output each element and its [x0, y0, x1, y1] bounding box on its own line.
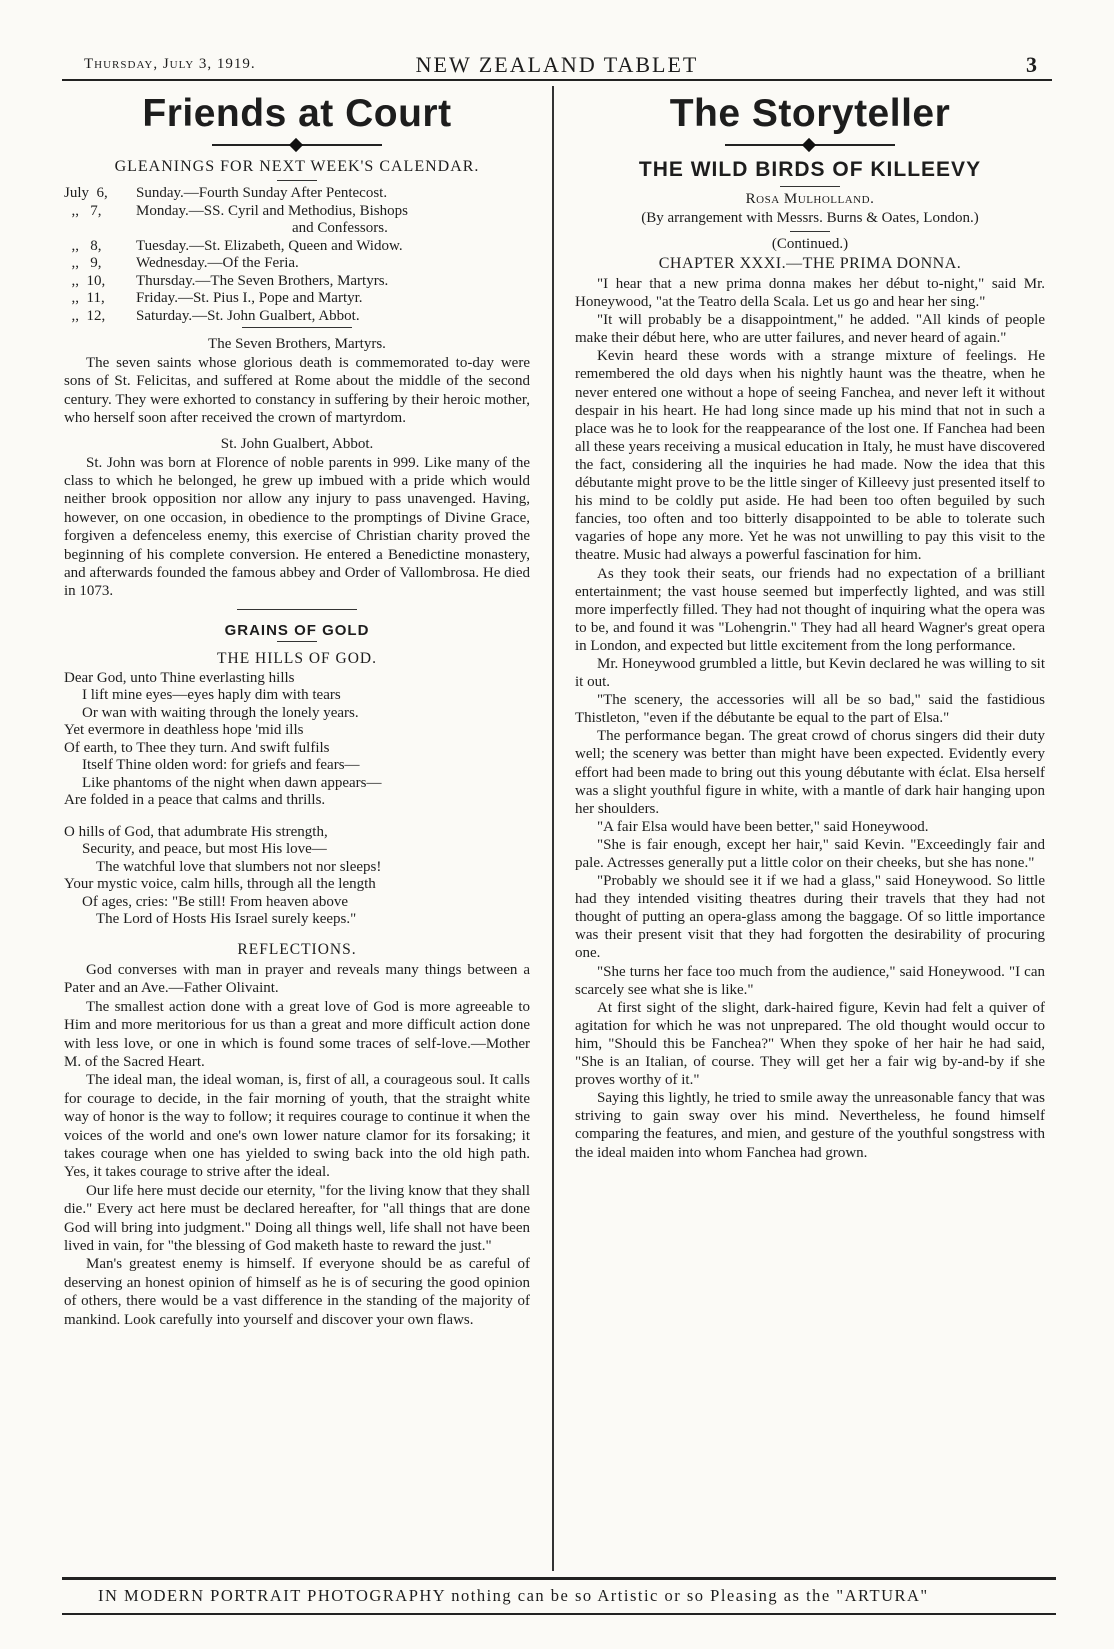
calendar-text: and Confessors.: [292, 220, 388, 236]
calendar-list: [64, 185, 530, 325]
story-author: Rosa Mulholland.: [745, 191, 875, 207]
calendar-title: GLEANINGS FOR NEXT WEEK'S CALENDAR.: [114, 158, 480, 175]
column-divider: [552, 86, 554, 1571]
story-paragraph: "She is fair enough, except her hair," said Kevin. "Exceedingly fair and pale. Actresses generally put a little color on their cheeks, but she has none.": [575, 836, 1045, 871]
poem-line: I lift mine eyes—eyes haply dim with tears: [82, 687, 341, 704]
calendar-date: ,, 8,: [64, 237, 102, 254]
footer-advertisement: [62, 1577, 1056, 1616]
story-paragraph: "Probably we should see it if we had a glass," said Honeywood. So little had they intended visiting theatres during their travels that they had not thought of putting an opera-glass among the baggage. Of so little importance was their present visit that they had forgotten the desirability of procuring one.: [575, 873, 1045, 962]
calendar-text: Sunday.—Fourth Sunday After Pentecost.: [136, 185, 388, 201]
poem-line: Like phantoms of the night when dawn appears—: [82, 774, 382, 791]
right-column: [575, 86, 1045, 1572]
calendar-entry: [64, 220, 530, 238]
calendar-text: Wednesday.—Of the Feria.: [136, 255, 299, 271]
poem-line: The watchful love that slumbers not nor sleeps!: [96, 858, 382, 875]
rule: [277, 641, 317, 642]
arrangement-note: (By arrangement with Messrs. Burns & Oates, London.): [641, 210, 979, 226]
poem-line: Security, and peace, but most His love—: [82, 841, 327, 858]
poem-line: The Lord of Hosts His Israel surely keeps.": [96, 911, 357, 928]
feast-title: The Seven Brothers, Martyrs.: [208, 336, 386, 352]
poem-line: Of earth, to Thee they turn. And swift fulfils: [64, 739, 330, 756]
calendar-text: Monday.—SS. Cyril and Methodius, Bishops: [136, 202, 408, 219]
reflection-paragraph: Our life here must decide our eternity, "for the living know that they shall die." Every act here must be declared hereafter, for "all things that are done God will bring into judgment." Doing all things well, life shall not have been lived in vain, for "the blessing of God maketh haste to reward the just.": [64, 1182, 530, 1254]
story-paragraph: "It will probably be a disappointment," he added. "All kinds of people make their début here, who are utter failures, and never heard of again.": [575, 312, 1045, 347]
page-number: 3: [1026, 52, 1038, 77]
footer-text: IN MODERN PORTRAIT PHOTOGRAPHY nothing can be so Artistic or so Pleasing as the "ARTURA": [98, 1586, 929, 1605]
calendar-date: ,, 10,: [64, 272, 106, 289]
continued-note: (Continued.): [771, 236, 849, 252]
reflection-paragraph: The ideal man, the ideal woman, is, first of all, a courageous soul. It calls for courage to decide, in the fair morning of youth, that the straight white way of honor is the way to follow; it requires courage to continue it when the voices of the world and one's own lower nature clamor for its forsaking; it takes courage when one has yielded to swing back into the old high path. Yes, it takes courage to strive after the ideal.: [64, 1072, 530, 1181]
poem-line: Dear God, unto Thine everlasting hills: [64, 669, 295, 686]
story-paragraph: Saying this lightly, he tried to smile away the unreasonable fancy that was striving to gain sway over his mind. Nevertheless, he found himself comparing the features, and mien, and gesture of the youthful songstress with the ideal maiden into whom Fanchea had grown.: [575, 1090, 1045, 1161]
ornament-divider: [725, 138, 895, 152]
poem-line: Itself Thine olden word: for griefs and fears—: [82, 757, 360, 774]
rule: [790, 231, 830, 232]
calendar-text: Tuesday.—St. Elizabeth, Queen and Widow.: [136, 237, 403, 254]
calendar-date: ,, 9,: [64, 255, 102, 271]
rule: [277, 180, 317, 181]
calendar-entry: [64, 273, 530, 291]
poem-line: Or wan with waiting through the lonely years.: [82, 704, 359, 721]
section-heading-storyteller: The Storyteller: [669, 92, 951, 135]
calendar-text: Thursday.—The Seven Brothers, Martyrs.: [136, 272, 389, 289]
calendar-date: July 6,: [64, 185, 108, 201]
poem-line: Yet evermore in deathless hope 'mid ills: [64, 722, 304, 739]
calendar-entry: [64, 308, 530, 326]
calendar-entry: [64, 255, 530, 273]
masthead-rule: [62, 79, 1052, 81]
ornament-divider: [212, 138, 382, 152]
story-paragraph: As they took their seats, our friends had no expectation of a brilliant entertainment; the vast house seemed but imperfectly lighted, and was still more imperfectly filled. They had not thought of inquiring what the opera was to be, and found it was "Lohengrin." They had all heard Wagner's great opera in London, and expected but little excitement from the long performance.: [575, 565, 1045, 654]
calendar-entry: [64, 185, 530, 203]
reflection-paragraph: Man's greatest enemy is himself. If everyone should be as careful of deserving an honest opinion of himself as he is of securing the good opinion of others, there would be a vast difference in the standing of the majority of mankind. Look carefully into yourself and discover your own flaws.: [64, 1256, 530, 1328]
poem-line: Your mystic voice, calm hills, through all the length: [64, 876, 376, 893]
calendar-entry: [64, 238, 530, 256]
story-paragraph: The performance began. The great crowd of chorus singers did their duty well; the scenery was better than might have been expected. Evidently every effort had been made to bring out this young débutante with éclat. Elsa herself was a slight youthful figure in white, with a mantle of dark hair hanging upon her shoulders.: [575, 728, 1045, 817]
section-heading-friends-at-court: Friends at Court: [142, 92, 452, 135]
story-paragraph: "She turns her face too much from the audience," said Honeywood. "I can scarcely see what she is like.": [575, 963, 1045, 998]
calendar-date: ,, 12,: [64, 307, 106, 324]
poem-line: Are folded in a peace that calms and thrills.: [64, 792, 326, 809]
rule: [237, 609, 357, 610]
story-paragraph: Mr. Honeywood grumbled a little, but Kevin declared he was willing to sit it out.: [575, 655, 1045, 691]
reflections-title: REFLECTIONS.: [237, 940, 357, 958]
story-paragraph: "I hear that a new prima donna makes her début to-night," said Mr. Honeywood, "at the Teatro della Scala. Let us go and hear her sing.": [575, 276, 1045, 311]
calendar-entry: [64, 203, 530, 221]
masthead: [62, 52, 1052, 78]
feast-title: St. John Gualbert, Abbot.: [220, 435, 374, 452]
story-paragraph: "The scenery, the accessories will all be so bad," said the fastidious Thistleton, "even if the débutante be equal to the part of Elsa.": [575, 692, 1045, 727]
left-column: [64, 86, 530, 1572]
poem-line: O hills of God, that adumbrate His strength,: [64, 823, 328, 840]
poem-line: Of ages, cries: "Be still! From heaven above: [82, 893, 349, 910]
poem: [64, 670, 530, 929]
footer-rule: [62, 1613, 1056, 1615]
chapter-title: CHAPTER XXXI.—THE PRIMA DONNA.: [658, 255, 962, 272]
grains-of-gold-title: GRAINS OF GOLD: [224, 621, 370, 639]
feast-text: St. John was born at Florence of noble parents in 999. Like many of the class to which he belonged, he grew up imbued with a pride which would neither brook opposition nor allow any injury to pass unavenged. Having, however, on one occasion, in obedience to the promptings of Divine Grace, forgiven a defenceless enemy, this exercise of Christian charity proved the beginning of his complete conversion. He entered a Benedictine monastery, and afterwards founded the famous abbey and Order of Vallombrosa. He died in 1073.: [64, 454, 530, 600]
stanza-break: [64, 810, 530, 824]
calendar-entry: [64, 290, 530, 308]
calendar-date: ,, 7,: [64, 202, 102, 219]
story-paragraph: Kevin heard these words with a strange mixture of feelings. He remembered the old days when his nightly haunt was the theatre, when he never entered one without a hope of seeing Fanchea, and never left it without despair in his heart. He had long since made up his mind that not in such a place was he to look for the reappearance of the lost one. If Fanchea had been all these years receiving a musical education in Italy, he must have discovered the fact, considering all the inquiries he had made. Now the idea that this débutante might prove to be the little singer of Killeevy just presented itself to his mind to be coldly put aside. He had been too often beguiled by such fancies, too often and too bitterly disappointed to be able to tolerate such vagaries of hope any more. Yet he was not unwilling to pay this visit to the theatre. Music had always a powerful fascination for him.: [575, 348, 1045, 564]
issue-date: Thursday, July 3, 1919.: [84, 56, 256, 72]
calendar-text: Friday.—St. Pius I., Pope and Martyr.: [136, 290, 363, 306]
story-paragraph: "A fair Elsa would have been better," said Honeywood.: [597, 818, 929, 835]
poem-title: THE HILLS OF GOD.: [217, 649, 377, 667]
feast-text: The seven saints whose glorious death is commemorated to-day were sons of St. Felicitas, and suffered at Rome about the middle of the second century. They were exhorted to constancy in suffering by their heroic mother, who herself soon after received the crown of martyrdom.: [64, 355, 530, 427]
story-paragraph: At first sight of the slight, dark-haired figure, Kevin had felt a quiver of agitation for which he was not unprepared. The old thought would occur to him, "Should this be Fanchea?" When they spoke of her hair he had said, "She is an Italian, of course. They will get her a fair wig by-and-by if she proves worthy of it.": [575, 999, 1045, 1089]
reflection-paragraph: God converses with man in prayer and reveals many things between a Pater and an Ave.—Father Olivaint.: [64, 961, 530, 997]
newspaper-title: NEW ZEALAND TABLET: [415, 52, 699, 77]
story-title: THE WILD BIRDS OF KILLEEVY: [638, 158, 982, 181]
calendar-date: ,, 11,: [64, 290, 105, 306]
reflections: [64, 961, 530, 1329]
rule: [780, 186, 840, 187]
rule: [242, 327, 352, 328]
reflection-paragraph: The smallest action done with a great love of God is more agreeable to Him and more meritorious for us than a great and more difficult action done with less love, or one in which is found some traces of self-love.—Mother M. of the Sacred Heart.: [64, 998, 530, 1070]
story-body: [575, 275, 1045, 1162]
calendar-text: Saturday.—St. John Gualbert, Abbot.: [136, 307, 360, 324]
